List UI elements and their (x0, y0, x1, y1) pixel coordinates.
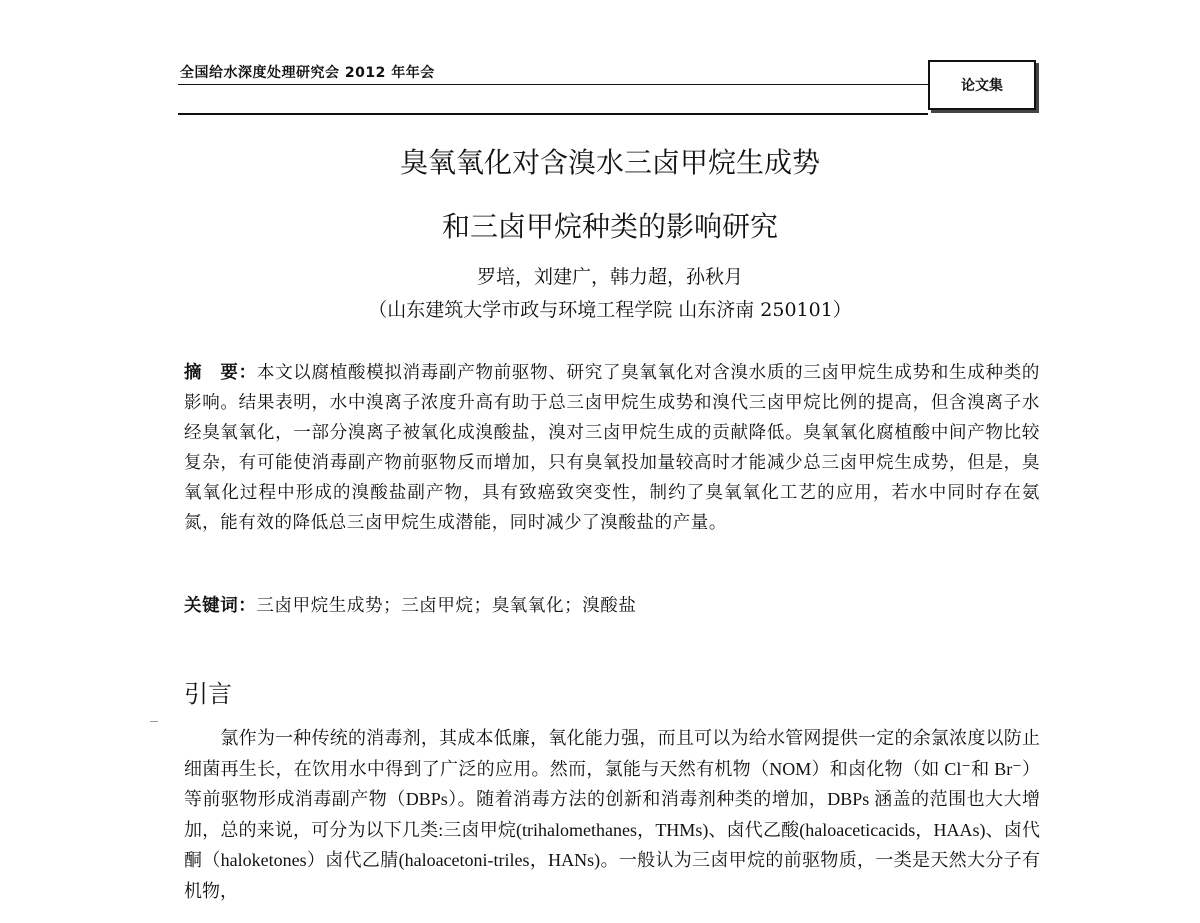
body-paragraph: 氯作为一种传统的消毒剂，其成本低廉，氧化能力强，而且可以为给水管网提供一定的余氯浓度以防止细菌再生长，在饮用水中得到了广泛的应用。然而，氯能与天然有机物（NOM）和卤化物（如 Cl⁻和 Br⁻）等前驱物形成消毒副产物（DBPs）。随着消毒方法的创新和消毒剂种类的增加，DBPs 涵盖的范围也大大增加，总的来说，可分为以下几类:三卤甲烷(trihalomethanes，THMs)、卤代乙酸(haloaceticacids，HAAs)、卤代酮（haloketones）卤代乙腈(haloacetoni-triles，HANs)。一般认为三卤甲烷的前驱物质，一类是天然大分子有机物， (184, 728, 1040, 901)
header-rule-top (178, 84, 928, 85)
keywords-label: 关键词： (184, 596, 257, 616)
paper-affiliation: （山东建筑大学市政与环境工程学院 山东济南 250101） (368, 299, 852, 321)
paper-title-line2: 和三卤甲烷种类的影响研究 (441, 210, 778, 243)
abstract-label: 摘 要： (184, 363, 257, 383)
paper-title-line1: 臭氧氧化对含溴水三卤甲烷生成势 (399, 146, 820, 179)
abstract-text: 本文以腐植酸模拟消毒副产物前驱物、研究了臭氧氧化对含溴水质的三卤甲烷生成势和生成种类的影响。结果表明，水中溴离子浓度升高有助于总三卤甲烷生成势和溴代三卤甲烷比例的提高，但含溴离子水经臭氧氧化，一部分溴离子被氧化成溴酸盐，溴对三卤甲烷生成的贡献降低。臭氧氧化腐植酸中间产物比较复杂，有可能使消毒副产物前驱物反而增加，只有臭氧投加量较高时才能减少总三卤甲烷生成势，但是，臭氧氧化过程中形成的溴酸盐副产物，具有致癌致突变性，制约了臭氧氧化工艺的应用，若水中同时存在氨氮，能有效的降低总三卤甲烷生成潜能，同时减少了溴酸盐的产量。 (184, 363, 1041, 533)
abstract (184, 358, 1040, 538)
keywords-text: 三卤甲烷生成势；三卤甲烷；臭氧氧化；溴酸盐 (256, 596, 637, 616)
header-rule-bottom (178, 113, 928, 115)
keywords (184, 592, 1040, 617)
proceedings-badge: 论文集 (928, 60, 1036, 110)
conference-header: 全国给水深度处理研究会 2012 年年会 (180, 65, 435, 81)
margin-mark (150, 721, 158, 722)
section-heading: 引言 (184, 680, 232, 708)
paper-authors: 罗培，刘建广，韩力超，孙秋月 (476, 266, 743, 288)
